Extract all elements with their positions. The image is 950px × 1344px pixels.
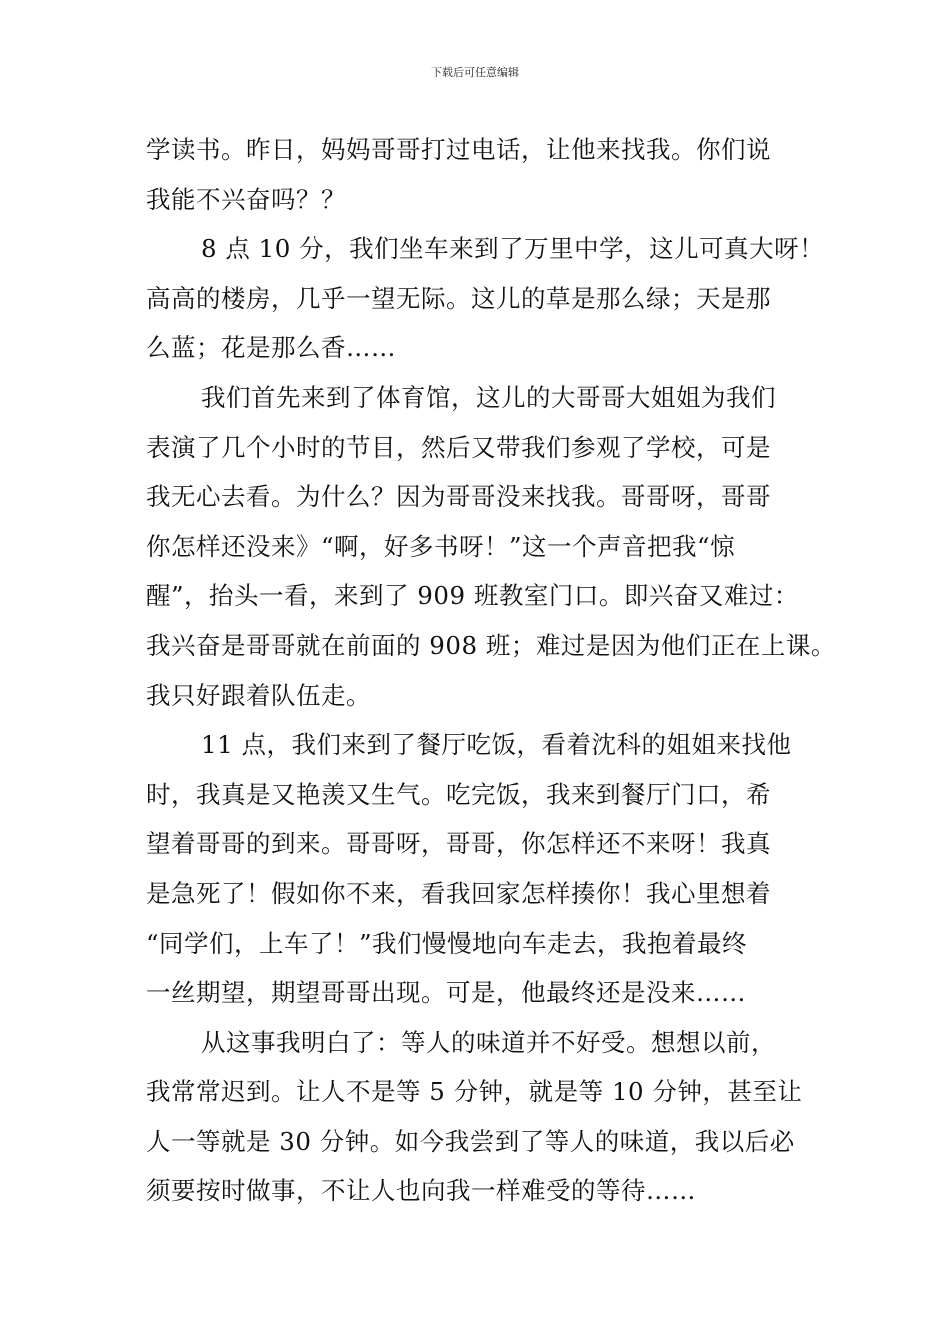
text-line: “同学们，上车了！”我们慢慢地向车走去，我抱着最终: [146, 928, 748, 958]
paragraph-first-line: 从这事我明白了：等人的味道并不好受。想想以前，: [201, 1027, 776, 1057]
text-line: 一丝期望，期望哥哥出现。可是，他最终还是没来……: [146, 978, 746, 1008]
text-line: 醒”，抬头一看，来到了 909 班教室门口。即兴奋又难过：: [146, 581, 799, 611]
text-line: 须要按时做事，不让人也向我一样难受的等待……: [146, 1176, 696, 1206]
text-line: 我兴奋是哥哥就在前面的 908 班；难过是因为他们正在上课。: [146, 630, 836, 660]
text-line: 高高的楼房，几乎一望无际。这儿的草是那么绿；天是那: [146, 283, 771, 313]
text-line: 我能不兴奋吗？？: [146, 184, 346, 214]
paragraph-first-line: 11 点，我们来到了餐厅吃饭，看着沈科的姐姐来找他: [201, 730, 792, 760]
text-line: 我无心去看。为什么？因为哥哥没来找我。哥哥呀，哥哥: [146, 482, 771, 512]
page-header: 下载后可任意编辑: [431, 66, 519, 79]
text-line: 我常常迟到。让人不是等 5 分钟，就是等 10 分钟，甚至让: [146, 1077, 803, 1107]
text-line: 时，我真是又艳羡又生气。吃完饭，我来到餐厅门口，希: [146, 779, 771, 809]
text-line: 我只好跟着队伍走。: [146, 680, 371, 710]
text-line: 望着哥哥的到来。哥哥呀，哥哥，你怎样还不来呀！我真: [146, 829, 771, 859]
text-line: 表演了几个小时的节目，然后又带我们参观了学校，可是: [146, 432, 771, 462]
text-line: 你怎样还没来》“啊，好多书呀！”这一个声音把我“惊: [146, 531, 736, 561]
document-body: [146, 125, 846, 1216]
text-line: 么蓝；花是那么香……: [146, 333, 396, 363]
text-line: 是急死了！假如你不来，看我回家怎样揍你！我心里想着: [146, 878, 771, 908]
paragraph-first-line: 8 点 10 分，我们坐车来到了万里中学，这儿可真大呀！: [201, 234, 825, 264]
paragraph-first-line: 我们首先来到了体育馆，这儿的大哥哥大姐姐为我们: [201, 382, 776, 412]
text-line: 学读书。昨日，妈妈哥哥打过电话，让他来找我。你们说: [146, 135, 771, 164]
text-line: 人一等就是 30 分钟。如今我尝到了等人的味道，我以后必: [146, 1126, 795, 1156]
